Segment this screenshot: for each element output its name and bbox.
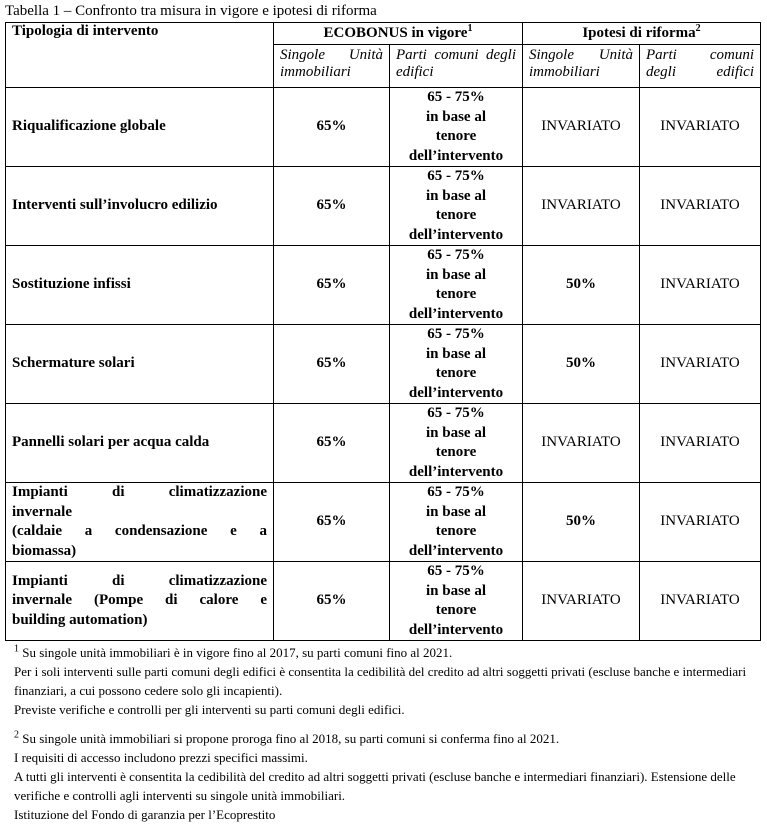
intervention-type-line: Schermature solari [12, 355, 135, 372]
cell-reform-common: INVARIATO [640, 325, 761, 404]
table-row [6, 167, 761, 246]
subheader-reform-common: Parti comuni degli edifici [640, 45, 761, 88]
cell-reform-single: INVARIATO [523, 404, 640, 483]
cell-current-common [390, 88, 523, 167]
cell-intervention-type [6, 483, 274, 562]
common-parts-line: dell’intervento [408, 147, 504, 164]
common-parts-line: 65 - 75% [427, 168, 485, 184]
intervention-type-line: building automation) [12, 611, 148, 628]
subheader-current-common: Parti comuni degli edifici [390, 45, 523, 88]
intervention-type-line: Pannelli solari per acqua calda [12, 434, 210, 451]
cell-intervention-type [6, 88, 274, 167]
cell-current-common [390, 404, 523, 483]
common-parts-line: dell’intervento [408, 305, 504, 322]
cell-reform-common: INVARIATO [640, 404, 761, 483]
cell-reform-common: INVARIATO [640, 562, 761, 641]
intervention-type-line: Impianti di climatizzazione [12, 484, 267, 500]
cell-current-single: 65% [274, 562, 390, 641]
footnote-line: Istituzione del Fondo di garanzia per l’Ecoprestito [14, 807, 276, 822]
common-parts-line: dell’intervento [408, 384, 504, 401]
common-parts-line: tenore [435, 128, 477, 144]
subheader-reform-single: Singole Unità immobiliari [523, 45, 640, 88]
footnote-marker: 1 [14, 643, 19, 655]
cell-intervention-type [6, 325, 274, 404]
footnote-1 [14, 643, 759, 719]
cell-current-single: 65% [274, 325, 390, 404]
cell-reform-single: 50% [523, 246, 640, 325]
cell-intervention-type [6, 246, 274, 325]
cell-reform-single: INVARIATO [523, 167, 640, 246]
cell-reform-single: 50% [523, 483, 640, 562]
table-row [6, 325, 761, 404]
cell-reform-single: INVARIATO [523, 88, 640, 167]
cell-current-single: 65% [274, 483, 390, 562]
cell-current-common [390, 562, 523, 641]
header-type: Tipologia di intervento [6, 23, 274, 88]
header-row [6, 23, 761, 45]
cell-current-single: 65% [274, 246, 390, 325]
common-parts-line: 65 - 75% [427, 484, 485, 500]
cell-current-common [390, 325, 523, 404]
common-parts-line: tenore [435, 602, 477, 618]
intervention-type-line: Sostituzione infissi [12, 276, 131, 293]
footnote-marker: 2 [14, 729, 19, 741]
common-parts-line: 65 - 75% [427, 89, 485, 105]
common-parts-line: in base al [425, 424, 486, 441]
cell-reform-common: INVARIATO [640, 246, 761, 325]
intervention-type-line: (caldaie a condensazione e a [12, 523, 267, 539]
common-parts-line: tenore [435, 207, 477, 223]
table-row [6, 404, 761, 483]
intervention-type-line: Impianti di climatizzazione [12, 572, 267, 589]
footnote-line: Per i soli interventi sulle parti comuni degli edifici è consentita la cedibilità del credito ad altri soggetti privati (escluse banche e intermediari finanziari, a cui possono cedere solo gli incapienti). [14, 664, 747, 698]
common-parts-line: tenore [435, 286, 477, 302]
header-current-group: ECOBONUS in vigore$^1$ [274, 23, 523, 45]
common-parts-line: 65 - 75% [427, 247, 485, 263]
table-row [6, 483, 761, 562]
common-parts-line: in base al [425, 187, 486, 204]
cell-reform-single: 50% [523, 325, 640, 404]
common-parts-line: tenore [435, 365, 477, 381]
common-parts-line: in base al [425, 345, 486, 362]
table-row [6, 562, 761, 641]
footnote-line: A tutti gli interventi è consentita la cedibilità del credito ad altri soggetti privati (escluse banche e intermediari finanziari). Estensione delle verifiche e controlli agli interventi su singole unità immobiliari. [14, 769, 736, 803]
common-parts-line: in base al [425, 503, 486, 520]
cell-current-single: 65% [274, 167, 390, 246]
cell-intervention-type [6, 562, 274, 641]
intervention-type-line: biomassa) [12, 542, 77, 559]
cell-current-common [390, 246, 523, 325]
cell-current-single: 65% [274, 88, 390, 167]
common-parts-line: dell’intervento [408, 621, 504, 638]
common-parts-line: in base al [425, 266, 486, 283]
common-parts-line: in base al [425, 108, 486, 125]
intervention-type-line: Interventi sull’involucro edilizio [12, 197, 218, 214]
footnote-line: $^1$ Su singole unità immobiliari è in vigore fino al 2017, su parti comuni fino al 2021. [14, 643, 453, 660]
table-caption: Tabella 1 – Confronto tra misura in vigore e ipotesi di riforma [5, 3, 377, 19]
common-parts-line: in base al [425, 582, 486, 599]
intervention-type-line: Riqualificazione globale [12, 118, 166, 135]
common-parts-line: dell’intervento [408, 542, 504, 559]
subheader-current-single: Singole Unità immobiliari [274, 45, 390, 88]
common-parts-line: dell’intervento [408, 226, 504, 243]
cell-current-single: 65% [274, 404, 390, 483]
footnote-line: $^2$ Su singole unità immobiliari si propone proroga fino al 2018, su parti comuni si conferma fino al 2021. [14, 729, 560, 746]
cell-reform-common: INVARIATO [640, 483, 761, 562]
cell-reform-common: INVARIATO [640, 167, 761, 246]
common-parts-line: 65 - 75% [427, 326, 485, 342]
footnote-line: I requisiti di accesso includono prezzi specifici massimi. [14, 750, 308, 765]
comparison-table [5, 22, 761, 641]
cell-intervention-type [6, 167, 274, 246]
common-parts-line: dell’intervento [408, 463, 504, 480]
cell-reform-single: INVARIATO [523, 562, 640, 641]
intervention-type-line: invernale [12, 503, 72, 520]
common-parts-line: 65 - 75% [427, 405, 485, 421]
common-parts-line: tenore [435, 444, 477, 460]
cell-current-common [390, 483, 523, 562]
cell-intervention-type [6, 404, 274, 483]
cell-reform-common: INVARIATO [640, 88, 761, 167]
common-parts-line: tenore [435, 523, 477, 539]
cell-current-common [390, 167, 523, 246]
footnote-2 [14, 729, 759, 824]
header-reform-group: Ipotesi di riforma$^2$ [523, 23, 761, 45]
table-row [6, 246, 761, 325]
table-row [6, 88, 761, 167]
intervention-type-line: invernale (Pompe di calore e [12, 592, 267, 609]
footnotes [14, 643, 759, 824]
footnote-line: Previste verifiche e controlli per gli interventi su parti comuni degli edifici. [14, 702, 405, 717]
common-parts-line: 65 - 75% [427, 563, 485, 579]
